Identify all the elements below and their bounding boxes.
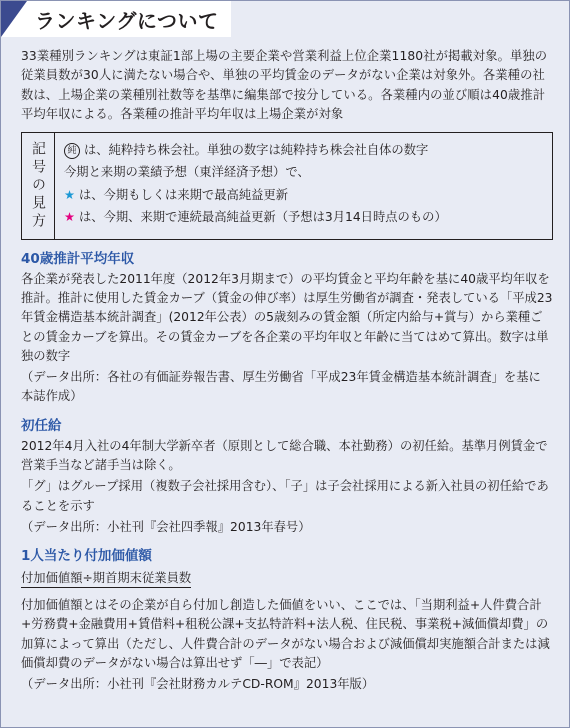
section-heading-starting-salary: 初任給	[21, 417, 62, 434]
page-title: ランキングについて	[35, 9, 219, 33]
title-bar	[1, 1, 569, 41]
legend-line1-text: は、純粋持ち株会社。単独の数字は純粋持ち株会社自体の数字	[84, 142, 429, 157]
value-added-formula: 付加価値額÷期首期末従業員数	[21, 569, 191, 588]
legend-line-pure-holding	[64, 139, 546, 162]
legend-line-forecast: 今期と来期の業績予想（東洋経済予想）で、	[64, 165, 310, 180]
starting-source: （データ出所：小社刊『会社四季報』2013年春号）	[21, 519, 311, 534]
value-added-body: 付加価値額とはその企業が自ら付加し創造した価値をいい、ここでは、「当期利益+人件費合計+労務費+金融費用+賃借料+租税公課+支払特許料+法人税、住民税、事業税+減価償却費」の加算によって算出（ただし、人件費合計のデータがない場合および減価償却実施額合計または減価償却費のデータがない場合は算出せず「―」で表記）	[21, 598, 550, 671]
legend-line3-text: は、今期もしくは来期で最高純益更新	[78, 187, 289, 202]
blue-star-icon: ★	[64, 187, 76, 202]
intro-text: 33業種別ランキングは東証1部上場の主要企業や営業利益上位企業1180社が掲載対象。単独の従業員数が30人に満たない場合や、単独の平均賃金のデータがない企業は対象外。各業種の社数は、上場企業の業種別社数等を基準に編集部で按分している。各業種内の並び順は40歳推計平均年収による。各業種の推計平均年収は上場企業が対象	[21, 49, 548, 122]
starting-body: 2012年4月入社の4年制大学新卒者（原則として総合職、本社勤務）の初任給。基準月例賃金で営業手当など諸手当は除く。	[21, 438, 548, 472]
section-heading-value-added: 1人当たり付加価値額	[21, 548, 152, 565]
pink-star-icon: ★	[64, 210, 76, 225]
legend-label: 記号の見方	[30, 140, 46, 231]
pure-holding-icon: 純	[64, 143, 80, 159]
starting-body-2: 「グ」はグループ採用（複数子会社採用含む）、「子」は子会社採用による新入社員の初任給であることを示す	[21, 479, 549, 513]
spacer	[21, 588, 553, 594]
symbol-legend	[21, 132, 553, 240]
legend-label-box	[22, 133, 55, 239]
value-added-source: （データ出所：小社刊『会社財務カルテCD-ROM』2013年版）	[21, 677, 375, 692]
section-heading-salary: 40歳推計平均年収	[21, 250, 135, 267]
legend-line4-text: は、今期、来期で連続最高純益更新（予想は3月14日時点のもの）	[78, 210, 447, 225]
title-accent-triangle	[1, 1, 27, 37]
salary-source: （データ出所：各社の有価証券報告書、厚生労働省「平成23年賃金構造基本統計調査」を基に本誌作成）	[21, 370, 541, 404]
legend-line-consecutive-record	[64, 206, 546, 229]
legend-line-record	[64, 184, 546, 207]
legend-lines	[64, 139, 546, 229]
salary-body: 各企業が発表した2011年度（2012年3月期まで）の平均賃金と平均年齢を基に40歳平均年収を推計。推計に使用した賃金カーブ（賃金の伸び率）は厚生労働省が調査・発表している「平成23年賃金構造基本統計調査」(2012年公表）の5歳刻みの賃金額（所定内給与+賞与）から業種ごとの賃金カーブを算出。その賃金カーブを各企業の平均年収と年齢に当てはめて算出。数字は単独の数字	[21, 271, 553, 363]
content	[21, 47, 553, 695]
